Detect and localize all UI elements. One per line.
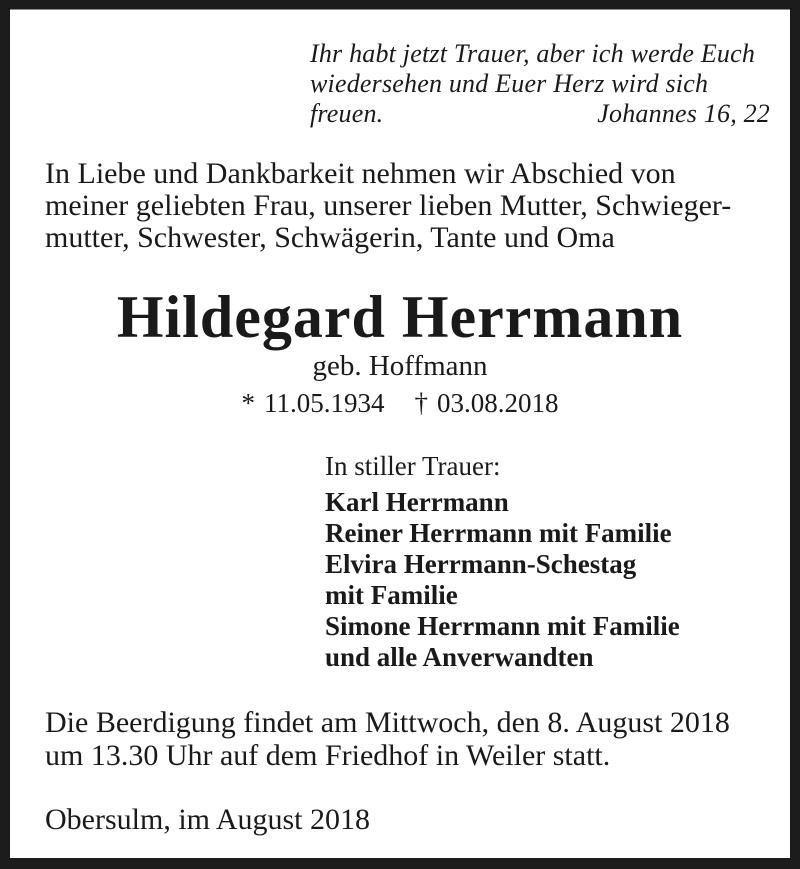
bible-quote-attribution: Johannes 16, 22 bbox=[597, 99, 770, 128]
bible-quote-line: freuen. bbox=[310, 99, 384, 128]
bible-quote bbox=[310, 39, 770, 129]
funeral-details-line: Die Beerdigung findet am Mittwoch, den 8. August 2018 bbox=[45, 706, 730, 739]
birth-date: 11.05.1934 bbox=[264, 388, 385, 418]
mourner-line: und alle Anverwandten bbox=[325, 642, 594, 672]
death-date-group bbox=[415, 388, 559, 418]
closing-place-date: Obersulm, im August 2018 bbox=[45, 803, 371, 836]
birth-date-group bbox=[242, 388, 385, 418]
frame-top-shade-line bbox=[10, 9, 790, 10]
mourner-line: Reiner Herrmann mit Familie bbox=[325, 518, 672, 548]
farewell-intro-line: meiner geliebten Frau, unserer lieben Mutter, Schwieger- bbox=[45, 189, 732, 222]
death-date: 03.08.2018 bbox=[437, 388, 559, 418]
death-cross-symbol: † bbox=[414, 388, 428, 418]
farewell-intro-paragraph bbox=[45, 158, 775, 254]
deceased-maiden-name: geb. Hoffmann bbox=[312, 350, 488, 382]
birth-star-symbol: * bbox=[241, 388, 255, 418]
mourner-line: Simone Herrmann mit Familie bbox=[325, 611, 680, 641]
mourner-line: Karl Herrmann bbox=[325, 487, 509, 517]
funeral-details-line: um 13.30 Uhr auf dem Friedhof in Weiler statt. bbox=[45, 739, 611, 772]
funeral-details-paragraph bbox=[45, 706, 775, 772]
bible-quote-last-line bbox=[310, 99, 770, 129]
mourners-list bbox=[325, 487, 680, 673]
mourner-line: mit Familie bbox=[325, 580, 458, 610]
mourner-line: Elvira Herrmann-Schestag bbox=[325, 549, 637, 579]
farewell-intro-line: mutter, Schwester, Schwägerin, Tante und Oma bbox=[45, 221, 615, 254]
bible-quote-line: Ihr habt jetzt Trauer, aber ich werde Euch bbox=[310, 39, 756, 68]
bible-quote-line: wiedersehen und Euer Herz wird sich bbox=[310, 69, 709, 98]
life-dates bbox=[10, 388, 790, 418]
mourning-heading: In stiller Trauer: bbox=[325, 451, 501, 481]
deceased-name: Hildegard Herrmann bbox=[116, 284, 684, 350]
farewell-intro-line: In Liebe und Dankbarkeit nehmen wir Abschied von bbox=[45, 157, 676, 190]
